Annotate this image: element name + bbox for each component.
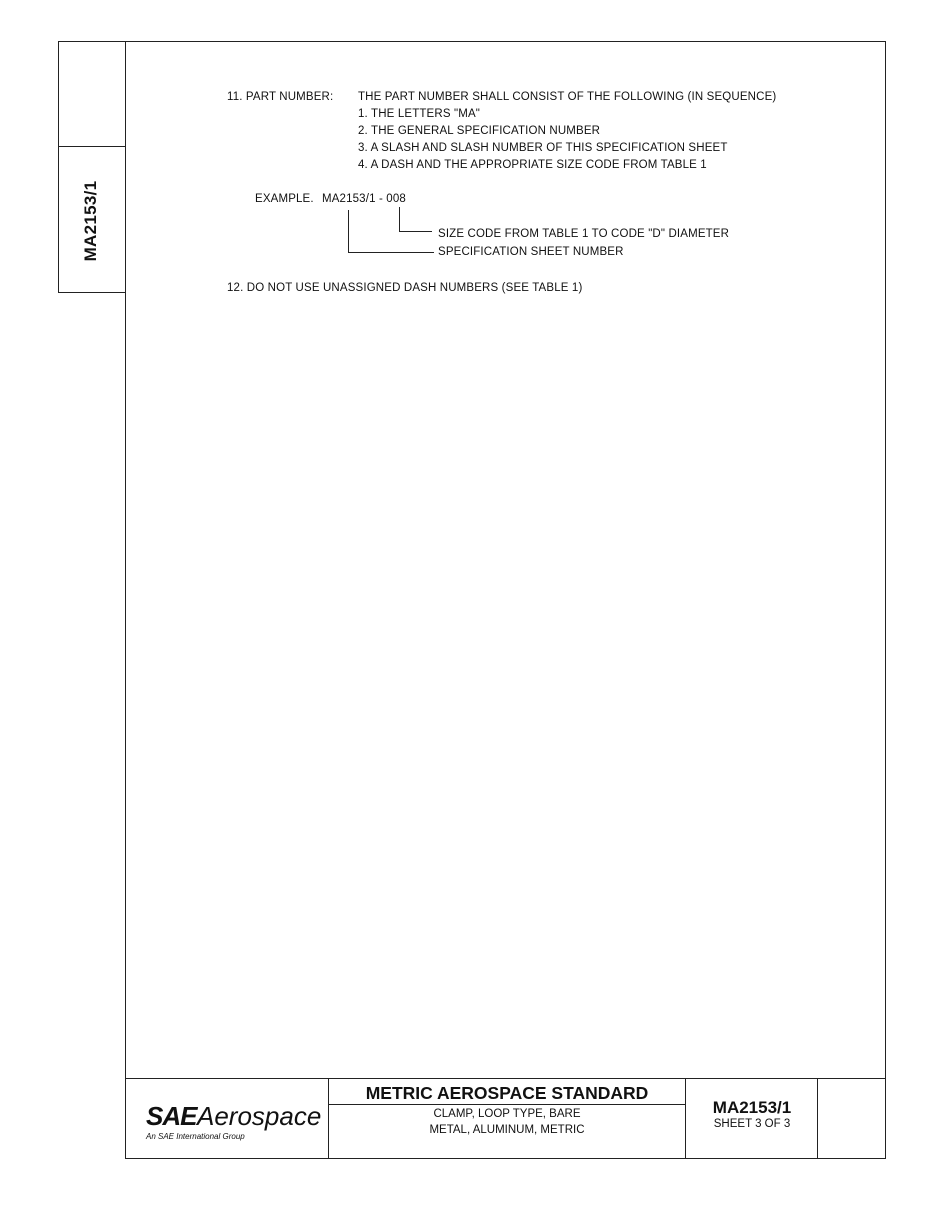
title-block-doc-number: MA2153/1 — [712, 1098, 792, 1117]
item12-text: 12. DO NOT USE UNASSIGNED DASH NUMBERS (SEE TABLE 1) — [227, 282, 583, 294]
leader-size-code-vertical — [399, 207, 400, 231]
item11-intro: THE PART NUMBER SHALL CONSIST OF THE FOLLOWING (IN SEQUENCE) — [358, 91, 777, 103]
sae-logo: SAE — [146, 1101, 197, 1131]
item11-label: 11. PART NUMBER: — [227, 91, 334, 103]
side-tab-divider — [58, 146, 126, 147]
callout-size-code: SIZE CODE FROM TABLE 1 TO CODE "D" DIAMETER — [438, 228, 730, 240]
item11-step-4: 4. A DASH AND THE APPROPRIATE SIZE CODE FROM TABLE 1 — [358, 159, 707, 171]
sheet-number: SHEET 3 OF 3 — [713, 1118, 791, 1130]
callout-sheet-number: SPECIFICATION SHEET NUMBER — [438, 246, 624, 258]
aerospace-logo-text: Aerospace — [197, 1101, 322, 1131]
page-frame — [125, 41, 886, 1159]
logo-subtitle: An SAE International Group — [146, 1132, 245, 1141]
side-tab-doc-number: MA2153/1 — [81, 180, 100, 262]
description-line-1: CLAMP, LOOP TYPE, BARE — [433, 1108, 581, 1120]
item11-step-2: 2. THE GENERAL SPECIFICATION NUMBER — [358, 125, 601, 137]
leader-size-code-horizontal — [399, 231, 432, 232]
example-label: EXAMPLE. — [255, 193, 314, 205]
title-block-row-divider — [329, 1104, 685, 1105]
item11-step-3: 3. A SLASH AND SLASH NUMBER OF THIS SPECIFICATION SHEET — [358, 142, 728, 154]
leader-sheet-number-vertical — [348, 210, 349, 252]
standard-title: METRIC AEROSPACE STANDARD — [365, 1083, 649, 1103]
description-line-2: METAL, ALUMINUM, METRIC — [429, 1124, 585, 1136]
item11-step-1: 1. THE LETTERS "MA" — [358, 108, 480, 120]
leader-sheet-number-horizontal — [348, 252, 434, 253]
example-part-number: MA2153/1 - 008 — [322, 193, 406, 205]
